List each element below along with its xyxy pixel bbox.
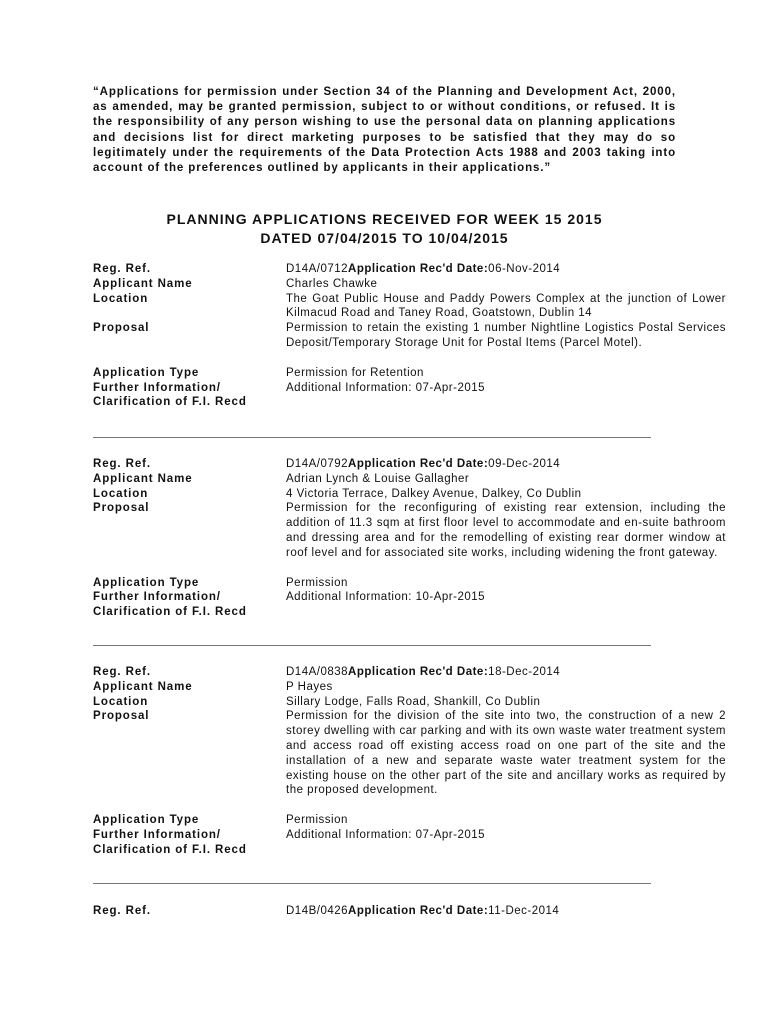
reg-ref-value [286,665,726,680]
proposal-label: Proposal [93,502,150,515]
applicant-name-label: Applicant Name [93,680,193,693]
reg-ref-value [286,457,726,472]
clarification-label: Clarification of F.I. Recd [93,843,247,856]
location-label: Location [93,487,149,500]
application-entry [93,665,733,858]
application-type-value: Permission for Retention [286,366,424,379]
reg-ref-label: Reg. Ref. [93,666,151,678]
date-recd-label: Application Rec'd Date: [348,458,489,470]
proposal-value: Permission for the reconfiguring of existing rear extension, including the addition of 11.3 sqm at first floor level to accommodate and en-suite bathroom and dressing area and for the remodelling of existing rear dormer window at roof level and for associated site works, including widening the front gateway. [286,502,726,559]
entry-separator [93,883,651,884]
proposal-value: Permission for the division of the site into two, the construction of a new 2 storey dwelling with car parking and with its own waste water treatment system and access road off existing access road on one part of the site and the installation of a new and separate waste water treatment system for the existing house on the other part of the site and ancillary works as required by the proposed development. [286,710,726,797]
applicant-name-label: Applicant Name [93,277,193,290]
further-info-value: Additional Information: 07-Apr-2015 [286,381,486,394]
application-type-value: Permission [286,814,348,827]
title-line-2: DATED 07/04/2015 TO 10/04/2015 [260,230,509,246]
date-recd-value: 06-Nov-2014 [488,263,561,275]
clarification-label: Clarification of F.I. Recd [93,606,247,619]
location-value: Sillary Lodge, Falls Road, Shankill, Co Dublin [286,695,541,708]
reg-ref-number: D14A/0838 [286,666,349,678]
proposal-label: Proposal [93,322,150,335]
entry-separator [93,437,651,438]
application-type-label: Application Type [93,814,200,827]
application-entry [93,457,733,620]
date-recd-label: Application Rec'd Date: [348,263,489,275]
reg-ref-label: Reg. Ref. [93,263,151,275]
location-label: Location [93,292,149,305]
reg-ref-value [286,904,726,919]
reg-ref-label: Reg. Ref. [93,905,151,917]
reg-ref-number: D14A/0712 [286,263,349,275]
clarification-label: Clarification of F.I. Recd [93,396,247,409]
location-value: 4 Victoria Terrace, Dalkey Avenue, Dalkey, Co Dublin [286,487,582,500]
date-recd-value: 09-Dec-2014 [488,458,561,470]
reg-ref-label: Reg. Ref. [93,458,151,470]
location-value: The Goat Public House and Paddy Powers Complex at the junction of Lower Kilmacud Road and Taney Road, Goatstown, Dublin 14 [286,292,726,320]
application-type-label: Application Type [93,576,200,589]
data-protection-notice: “Applications for permission under Section 34 of the Planning and Development Act, 2000, as amended, may be granted permission, subject to or without conditions, or refused. It is the responsibility of any person wishing to use the personal data on planning applications and decisions list for direct marketing purposes to be satisfied that they may do so legitimately under the requirements of the Data Protection Acts 1988 and 2003 taking into account of the preferences outlined by applicants in their applications.” [93,86,676,175]
applicant-name-value: Charles Chawke [286,277,378,290]
application-type-label: Application Type [93,366,200,379]
date-recd-value: 11-Dec-2014 [488,905,560,917]
reg-ref-value [286,262,726,277]
title-line-1: PLANNING APPLICATIONS RECEIVED FOR WEEK 15 2015 [166,211,603,227]
location-label: Location [93,695,149,708]
date-recd-label: Application Rec'd Date: [348,666,489,678]
reg-ref-number: D14A/0792 [286,458,349,470]
application-entry [93,262,733,410]
date-recd-label: Application Rec'd Date: [348,905,489,917]
further-info-label: Further Information/ [93,591,221,604]
proposal-value: Permission to retain the existing 1 number Nightline Logistics Postal Services Deposit/Temporary Storage Unit for Postal Items (Parcel Motel). [286,322,726,349]
applicant-name-value: P Hayes [286,680,333,693]
page-title [93,210,676,248]
further-info-value: Additional Information: 07-Apr-2015 [286,828,486,841]
further-info-label: Further Information/ [93,828,221,841]
application-entry [93,904,733,919]
entry-separator [93,645,651,646]
reg-ref-number: D14B/0426 [286,905,349,917]
applicant-name-value: Adrian Lynch & Louise Gallagher [286,472,470,485]
further-info-value: Additional Information: 10-Apr-2015 [286,591,486,604]
proposal-label: Proposal [93,710,150,723]
further-info-label: Further Information/ [93,381,221,394]
date-recd-value: 18-Dec-2014 [488,666,561,678]
application-type-value: Permission [286,576,348,589]
applicant-name-label: Applicant Name [93,472,193,485]
